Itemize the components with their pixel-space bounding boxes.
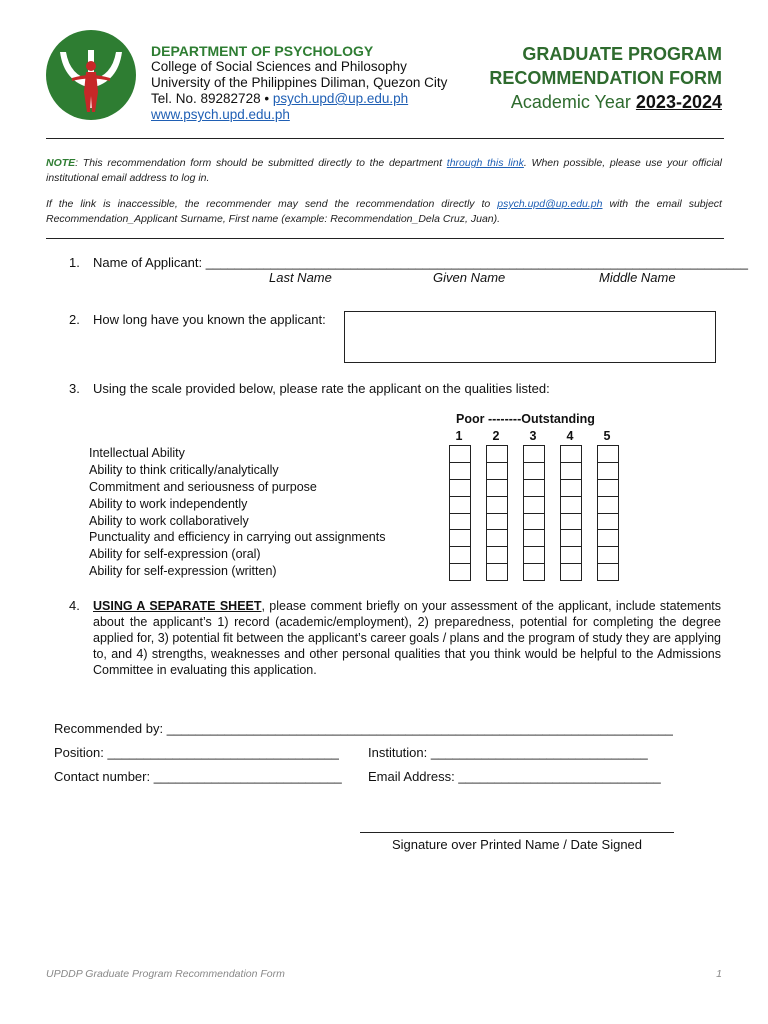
quality-oral-expression: Ability for self-expression (oral) xyxy=(89,547,261,561)
academic-year xyxy=(511,92,722,113)
quality-critical-thinking: Ability to think critically/analytically xyxy=(89,463,279,477)
rating-checkbox[interactable] xyxy=(486,564,508,581)
rating-checkbox[interactable] xyxy=(449,463,471,480)
rating-checkbox[interactable] xyxy=(449,547,471,564)
rating-checkbox[interactable] xyxy=(597,497,619,514)
rating-checkbox[interactable] xyxy=(449,480,471,497)
scale-number-5: 5 xyxy=(603,429,611,443)
known-duration-box[interactable] xyxy=(344,311,716,363)
rating-checkbox[interactable] xyxy=(597,514,619,531)
contact-number-field[interactable]: Contact number: __________________________ xyxy=(54,769,342,784)
scale-number-3: 3 xyxy=(529,429,537,443)
contact-line xyxy=(151,91,408,107)
academic-year-value: 2023-2024 xyxy=(635,92,722,112)
rating-checkbox[interactable] xyxy=(597,445,619,463)
signature-line[interactable] xyxy=(360,832,674,833)
rating-checkbox[interactable] xyxy=(523,564,545,581)
q3-label: Using the scale provided below, please rate the applicant on the qualities listed: xyxy=(93,381,550,396)
rating-checkbox[interactable] xyxy=(449,514,471,531)
department-website-link[interactable]: www.psych.upd.edu.ph xyxy=(151,107,290,122)
middle-name-label: Middle Name xyxy=(599,270,676,285)
rating-checkbox[interactable] xyxy=(597,480,619,497)
last-name-label: Last Name xyxy=(269,270,332,285)
department-name: DEPARTMENT OF PSYCHOLOGY xyxy=(151,43,374,59)
department-email-link[interactable]: psych.upd@up.edu.ph xyxy=(272,91,409,106)
quality-independence: Ability to work independently xyxy=(89,497,248,511)
rating-checkbox[interactable] xyxy=(523,514,545,531)
rating-column-4 xyxy=(560,445,580,581)
q2-number: 2. xyxy=(69,312,80,327)
given-name-label: Given Name xyxy=(433,270,506,285)
rating-checkbox[interactable] xyxy=(523,463,545,480)
rating-checkbox[interactable] xyxy=(449,530,471,547)
q4-instructions xyxy=(93,598,721,678)
note-key: NOTE xyxy=(46,157,76,169)
scale-number-2: 2 xyxy=(492,429,500,443)
telephone-number: Tel. No. 89282728 • xyxy=(151,91,270,106)
q3-number: 3. xyxy=(69,381,80,396)
note-divider xyxy=(46,238,724,239)
position-field[interactable]: Position: ________________________________ xyxy=(54,745,339,760)
scale-heading: Poor --------Outstanding xyxy=(456,412,595,426)
rating-column-1 xyxy=(449,445,469,581)
note-text-1b: . When possible, please use your official institutional email address to log in. xyxy=(46,157,722,184)
note-paragraph-2 xyxy=(46,197,722,227)
rating-checkbox[interactable] xyxy=(449,564,471,581)
scale-number-4: 4 xyxy=(566,429,574,443)
rating-checkbox[interactable] xyxy=(560,530,582,547)
signature-label: Signature over Printed Name / Date Signed xyxy=(391,837,643,852)
rating-checkbox[interactable] xyxy=(560,480,582,497)
q1-number: 1. xyxy=(69,255,80,270)
rating-column-2 xyxy=(486,445,506,581)
form-title-line2: RECOMMENDATION FORM xyxy=(489,68,722,88)
page-number: 1 xyxy=(716,968,722,980)
email-address-field[interactable]: Email Address: ____________________________ xyxy=(368,769,661,784)
rating-checkbox[interactable] xyxy=(449,445,471,463)
note-text-2a: If the link is inaccessible, the recommender may send the recommendation directly to xyxy=(46,198,498,210)
rating-checkbox[interactable] xyxy=(597,463,619,480)
rating-checkbox[interactable] xyxy=(560,497,582,514)
rating-checkbox[interactable] xyxy=(560,547,582,564)
rating-checkbox[interactable] xyxy=(523,547,545,564)
form-title-line1: GRADUATE PROGRAM xyxy=(522,44,722,64)
rating-checkbox[interactable] xyxy=(523,497,545,514)
rating-checkbox[interactable] xyxy=(560,463,582,480)
recommended-by-field[interactable]: Recommended by: ______________________________________________________________________ xyxy=(54,721,673,736)
rating-checkbox[interactable] xyxy=(597,564,619,581)
footer-form-name: UPDDP Graduate Program Recommendation Form xyxy=(46,968,285,980)
q4-body: , please comment briefly on your assessment of the applicant, include statements about the applicant’s 1) record (academic/employment), 2) preparedness, potential for completing the degree applied for, 3) potential fit between the applicant’s career goals / plans and the program of study they are applying to, and 4) strengths, weaknesses and other personal qualities that you think would be helpful to the Admissions Committee in evaluating this application. xyxy=(93,599,721,677)
quality-written-expression: Ability for self-expression (written) xyxy=(89,564,277,578)
q2-label: How long have you known the applicant: xyxy=(93,312,326,327)
academic-year-label: Academic Year xyxy=(510,92,631,112)
quality-collaboration: Ability to work collaboratively xyxy=(89,514,249,528)
rating-checkbox[interactable] xyxy=(560,514,582,531)
institution-field[interactable]: Institution: ______________________________ xyxy=(368,745,648,760)
rating-checkbox[interactable] xyxy=(560,445,582,463)
rating-checkbox[interactable] xyxy=(597,547,619,564)
recommendation-email-link[interactable]: psych.upd@up.edu.ph xyxy=(497,198,603,210)
rating-checkbox[interactable] xyxy=(486,497,508,514)
website-line xyxy=(151,107,290,123)
rating-checkbox[interactable] xyxy=(486,445,508,463)
q4-lead: USING A SEPARATE SHEET xyxy=(93,599,262,613)
scale-number-1: 1 xyxy=(455,429,463,443)
rating-checkbox[interactable] xyxy=(560,564,582,581)
quality-intellectual: Intellectual Ability xyxy=(89,446,185,460)
q1-applicant-name-field[interactable]: Name of Applicant: ___________________________________________________________________________ xyxy=(93,255,748,270)
rating-checkbox[interactable] xyxy=(449,497,471,514)
rating-checkbox[interactable] xyxy=(486,514,508,531)
rating-column-5 xyxy=(597,445,617,581)
rating-checkbox[interactable] xyxy=(486,530,508,547)
university-name: University of the Philippines Diliman, Quezon City xyxy=(151,75,448,90)
psychology-logo xyxy=(46,30,136,120)
quality-punctuality: Punctuality and efficiency in carrying out assignments xyxy=(89,530,386,544)
rating-column-3 xyxy=(523,445,543,581)
rating-checkbox[interactable] xyxy=(523,530,545,547)
header-divider xyxy=(46,138,724,139)
rating-checkbox[interactable] xyxy=(597,530,619,547)
note-text-1a: : This recommendation form should be submitted directly to the department xyxy=(75,157,447,169)
college-name: College of Social Sciences and Philosophy xyxy=(151,59,407,74)
rating-checkbox[interactable] xyxy=(486,547,508,564)
note-text-2b: with the email subject Recommendation_Applicant Surname, First name (example: Recommendation_Dela Cruz, Juan). xyxy=(46,198,722,225)
submission-link[interactable]: through this link xyxy=(446,157,524,169)
rating-checkbox[interactable] xyxy=(523,480,545,497)
quality-commitment: Commitment and seriousness of purpose xyxy=(89,480,317,494)
rating-checkbox[interactable] xyxy=(486,480,508,497)
rating-checkbox[interactable] xyxy=(486,463,508,480)
rating-checkbox[interactable] xyxy=(523,445,545,463)
q4-number: 4. xyxy=(69,598,80,613)
note-paragraph-1 xyxy=(46,156,722,186)
